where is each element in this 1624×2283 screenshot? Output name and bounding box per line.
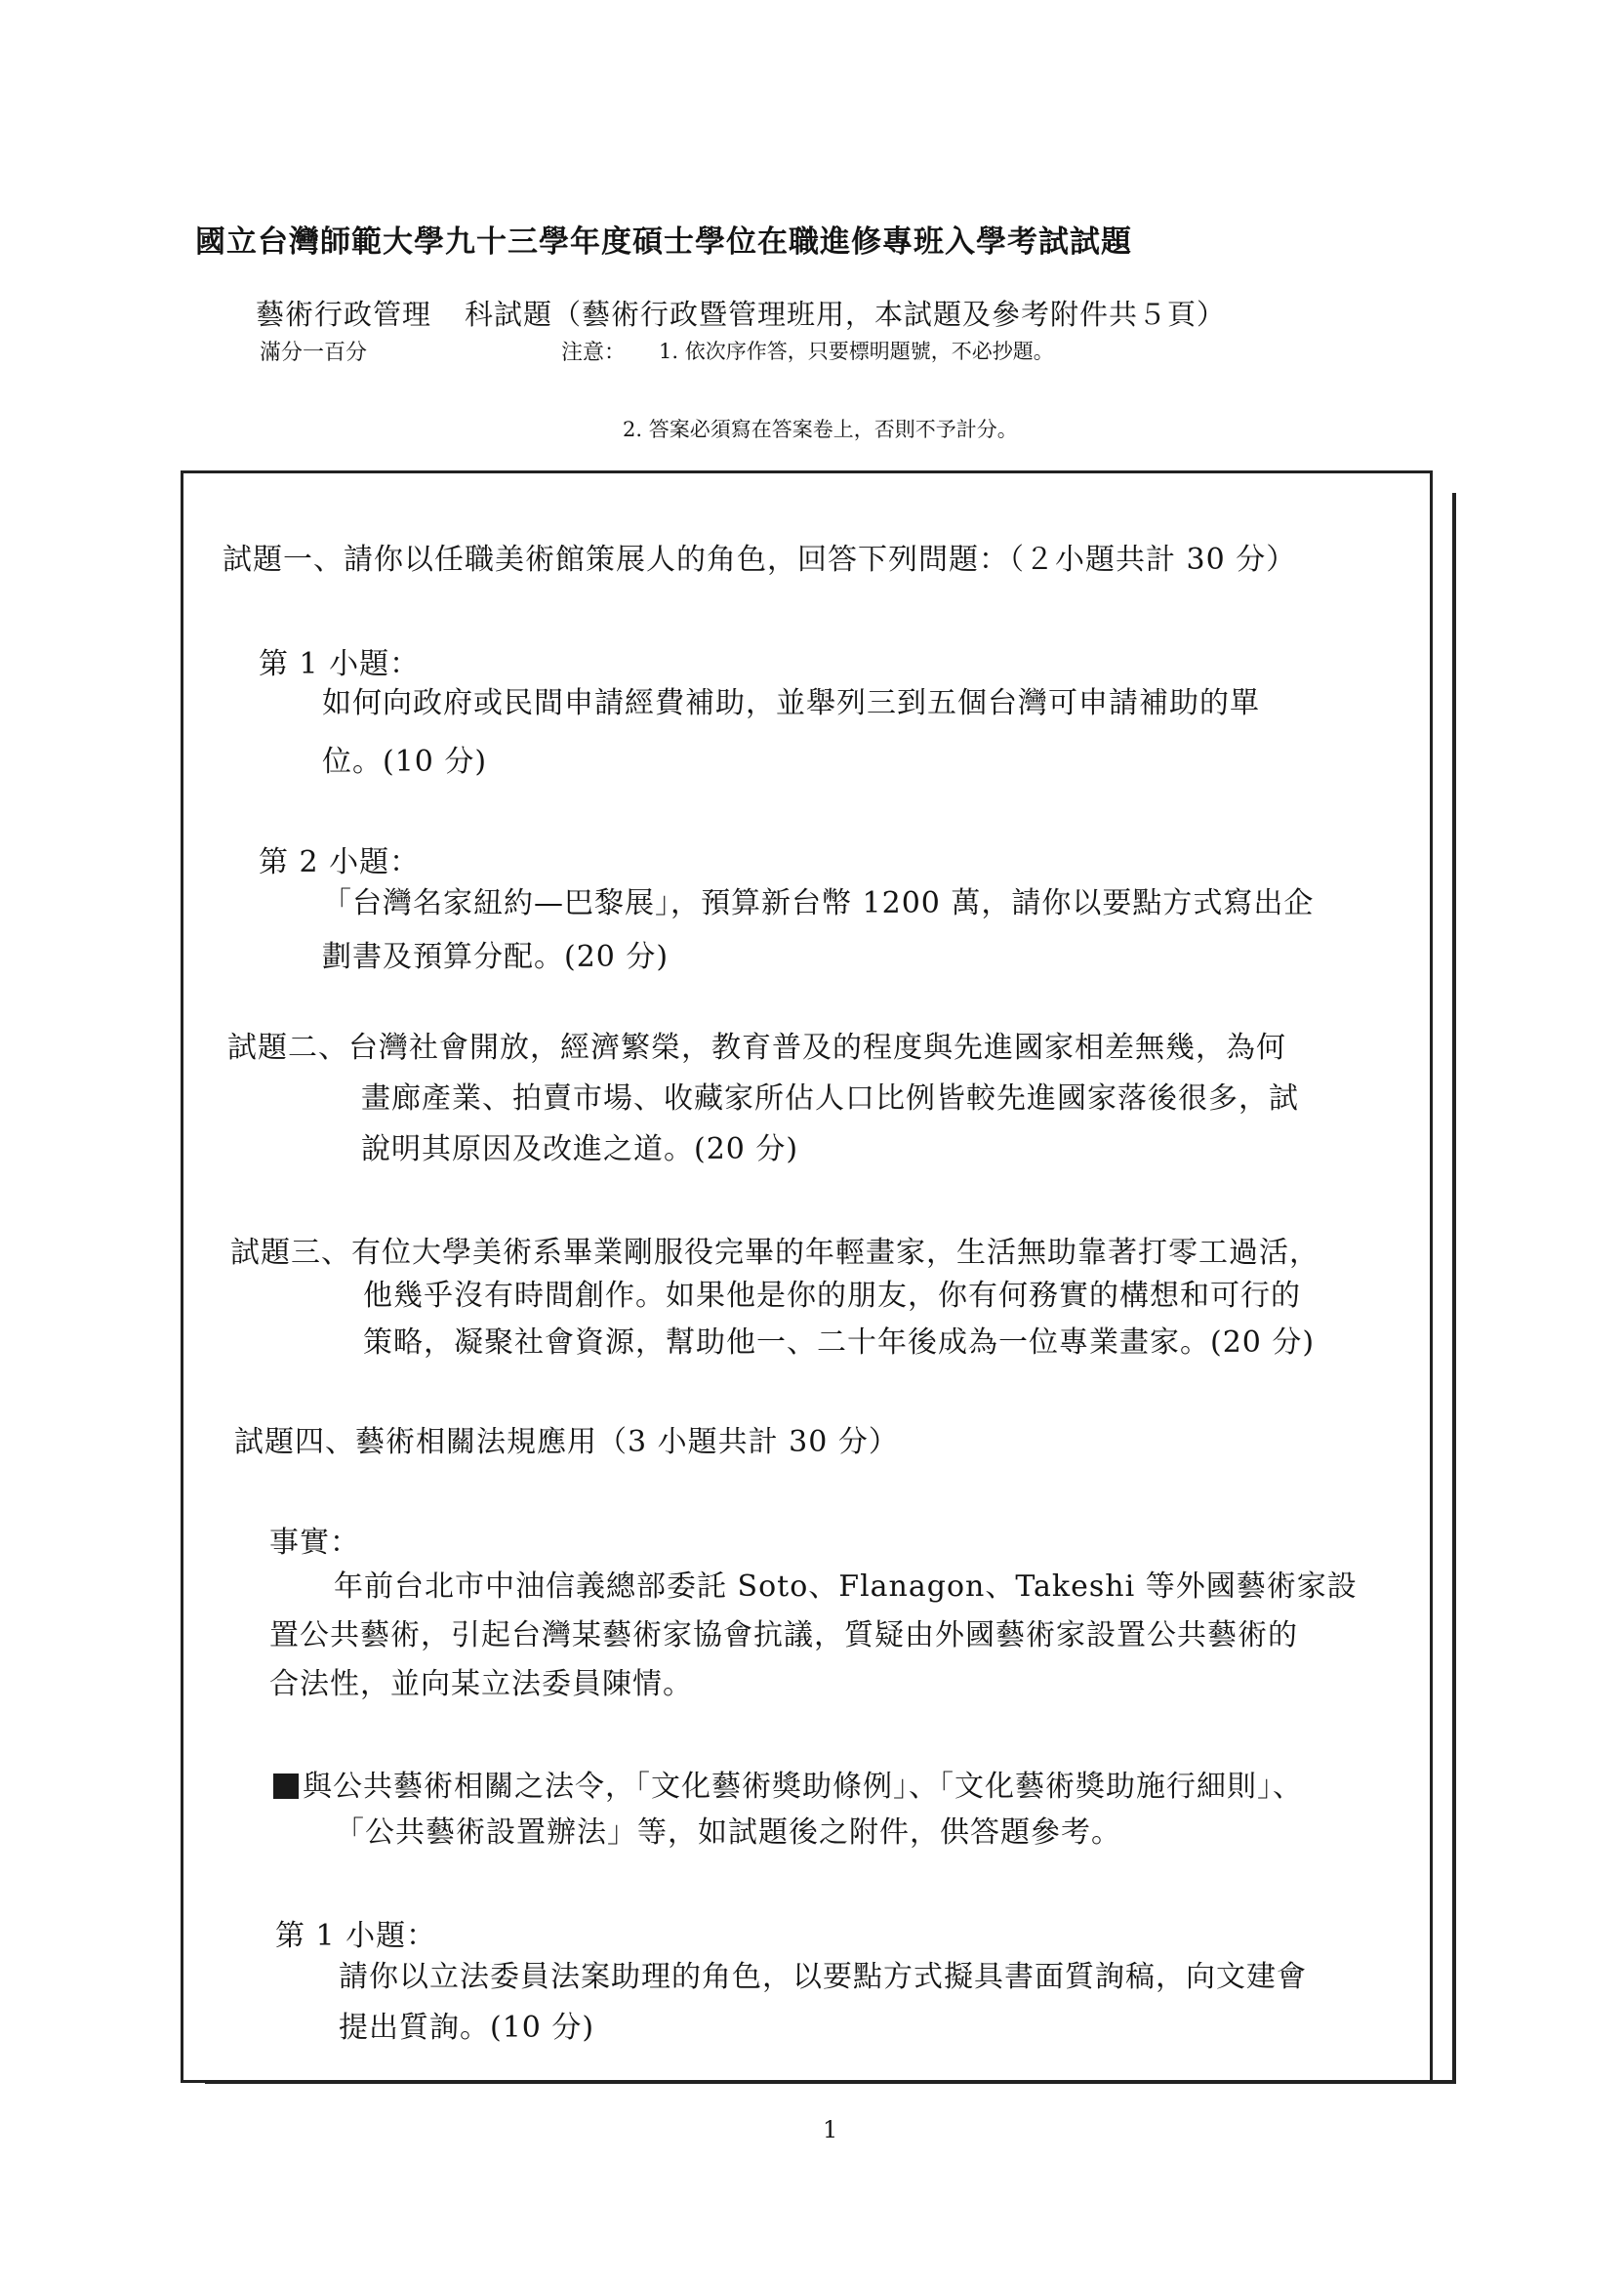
- q1-sub2-line1: 「台灣名家紐約—巴黎展」，預算新台幣 1200 萬，請你以要點方式寫出企: [322, 886, 1315, 920]
- notice-1: 1. 依次序作答，只要標明題號，不必抄題。: [659, 340, 1054, 363]
- subtitle-rest: 科試題（藝術行政暨管理班用，本試題及參考附件共５頁）: [465, 298, 1227, 331]
- bullet-square-icon: [273, 1773, 299, 1799]
- q1-sub2-line2: 劃書及預算分配。(20 分): [322, 940, 670, 974]
- q4-law-line1: [273, 1762, 1303, 1805]
- q4-sub1-label: 第 1 小題：: [275, 1919, 437, 1953]
- q4-sub1-line1: 請你以立法委員法案助理的角色，以要點方式擬具書面質詢稿，向文建會: [339, 1960, 1307, 1994]
- q4-fact-line3: 合法性，並向某立法委員陳情。: [269, 1667, 693, 1701]
- q4-law-line2: 「公共藝術設置辦法」等，如試題後之附件，供答題參考。: [335, 1815, 1121, 1850]
- q3-line1: 試題三、有位大學美術系畢業剛服役完畢的年輕畫家，生活無助靠著打零工過活，: [230, 1236, 1320, 1270]
- exam-subtitle: [256, 293, 1226, 333]
- q1-sub1-line2: 位。(10 分): [322, 745, 488, 779]
- q4-fact-line2: 置公共藝術，引起台灣某藝術家協會抗議，質疑由外國藝術家設置公共藝術的: [269, 1618, 1298, 1652]
- frame-shadow-right: [1452, 493, 1456, 2084]
- notice-2: 2. 答案必須寫在答案卷上，否則不予計分。: [623, 418, 1018, 441]
- q1-sub1-line1: 如何向政府或民間申請經費補助，並舉列三到五個台灣可申請補助的單: [322, 686, 1260, 720]
- q1-heading: 試題一、請你以任職美術館策展人的角色，回答下列問題：（２小題共計 30 分）: [223, 543, 1297, 577]
- q3-line2: 他幾乎沒有時間創作。如果他是你的朋友，你有何務實的構想和可行的: [363, 1279, 1301, 1313]
- notice-label: 注意：: [561, 341, 627, 365]
- frame-shadow-bottom: [205, 2080, 1456, 2084]
- q4-fact-label: 事實：: [269, 1526, 360, 1560]
- q2-line1: 試題二、台灣社會開放，經濟繁榮，教育普及的程度與先進國家相差無幾，為何: [227, 1031, 1286, 1065]
- q1-sub2-label: 第 2 小題：: [259, 845, 421, 879]
- q4-fact-line1: 年前台北市中油信義總部委託 Soto、Flanagon、Takeshi 等外國藝術家設: [334, 1570, 1358, 1604]
- q4-heading: 試題四、藝術相關法規應用（3 小題共計 30 分）: [234, 1425, 899, 1459]
- page-number: 1: [823, 2116, 838, 2143]
- subject-name: 藝術行政管理: [256, 298, 432, 331]
- q4-law-text1: 與公共藝術相關之法令，「文化藝術獎助條例」、「文化藝術獎助施行細則」、: [303, 1770, 1303, 1804]
- full-score: 滿分一百分: [260, 341, 368, 365]
- exam-title: 國立台灣師範大學九十三學年度碩士學位在職進修專班入學考試試題: [195, 224, 1132, 260]
- q2-line2: 畫廊產業、拍賣市場、收藏家所佔人口比例皆較先進國家落後很多，試: [361, 1081, 1299, 1116]
- q2-line3: 說明其原因及改進之道。(20 分): [361, 1132, 799, 1166]
- q3-line3: 策略，凝聚社會資源，幫助他一、二十年後成為一位專業畫家。(20 分): [363, 1325, 1316, 1360]
- q1-sub1-label: 第 1 小題：: [259, 647, 421, 681]
- q4-sub1-line2: 提出質詢。(10 分): [339, 2011, 595, 2045]
